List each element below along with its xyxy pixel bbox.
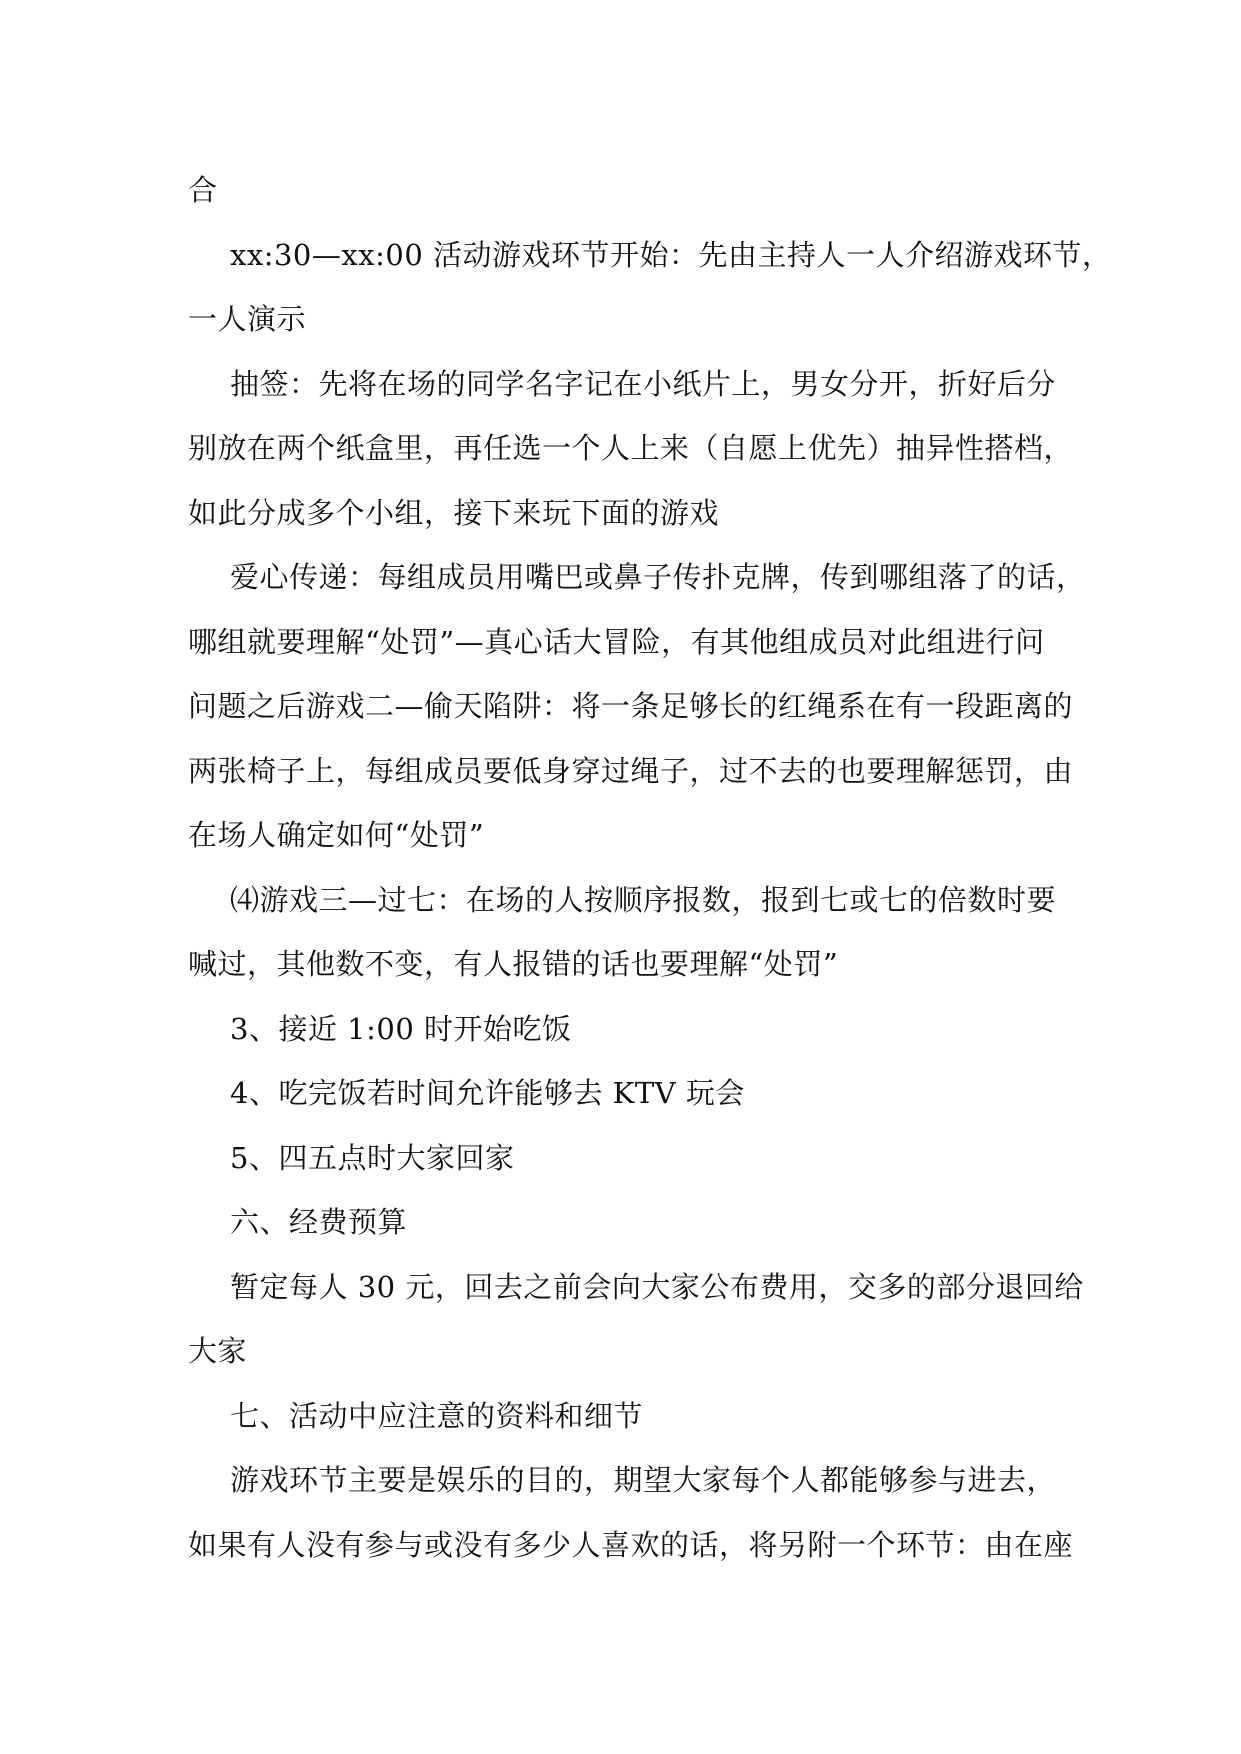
text-line-7: 爱心传递：每组成员用嘴巴或鼻子传扑克牌，传到哪组落了的话， (230, 560, 1086, 594)
text-line-19: 大家 (188, 1334, 248, 1368)
text-line-10: 两张椅子上，每组成员要低身穿过绳子，过不去的也要理解惩罚，由 (188, 753, 1074, 788)
text-line-16: 5、四五点时大家回家 (230, 1140, 515, 1175)
text-line-4: 抽签：先将在场的同学名字记在小纸片上，男女分开，折好后分 (230, 366, 1057, 401)
text-line-6: 如此分成多个小组，接下来玩下面的游戏 (188, 495, 720, 530)
text-line-15: 4、吃完饭若时间允许能够去 KTV 玩会 (230, 1076, 745, 1110)
text-line-18: 暂定每人 30 元，回去之前会向大家公布费用，交多的部分退回给 (230, 1269, 1084, 1304)
text-line-11: 在场人确定如何“处罚” (188, 818, 485, 852)
text-line-12: ⑷游戏三—过七：在场的人按顺序报数，报到七或七的倍数时要 (230, 882, 1057, 917)
text-line-2: xx:30—xx:00 活动游戏环节开始：先由主持人一人介绍游戏环节， (230, 237, 1112, 272)
text-line-1: 合 (188, 173, 218, 207)
text-line-21: 游戏环节主要是娱乐的目的，期望大家每个人都能够参与进去， (230, 1463, 1057, 1497)
section-heading-budget: 六、经费预算 (230, 1205, 408, 1239)
text-line-14: 3、接近 1:00 时开始吃饭 (230, 1011, 572, 1046)
text-line-13: 喊过，其他数不变，有人报错的话也要理解“处罚” (188, 947, 839, 981)
section-heading-notes: 七、活动中应注意的资料和细节 (230, 1398, 644, 1433)
text-line-3: 一人演示 (188, 302, 307, 336)
text-line-8: 哪组就要理解“处罚”—真心话大冒险，有其他组成员对此组进行问 (188, 624, 1045, 659)
text-line-9: 问题之后游戏二—偷天陷阱：将一条足够长的红绳系在有一段距离的 (188, 689, 1074, 723)
document-body (188, 158, 1112, 1577)
text-line-5: 别放在两个纸盒里，再任选一个人上来（自愿上优先）抽异性搭档， (188, 431, 1074, 465)
text-line-22: 如果有人没有参与或没有多少人喜欢的话，将另附一个环节：由在座 (188, 1527, 1074, 1562)
